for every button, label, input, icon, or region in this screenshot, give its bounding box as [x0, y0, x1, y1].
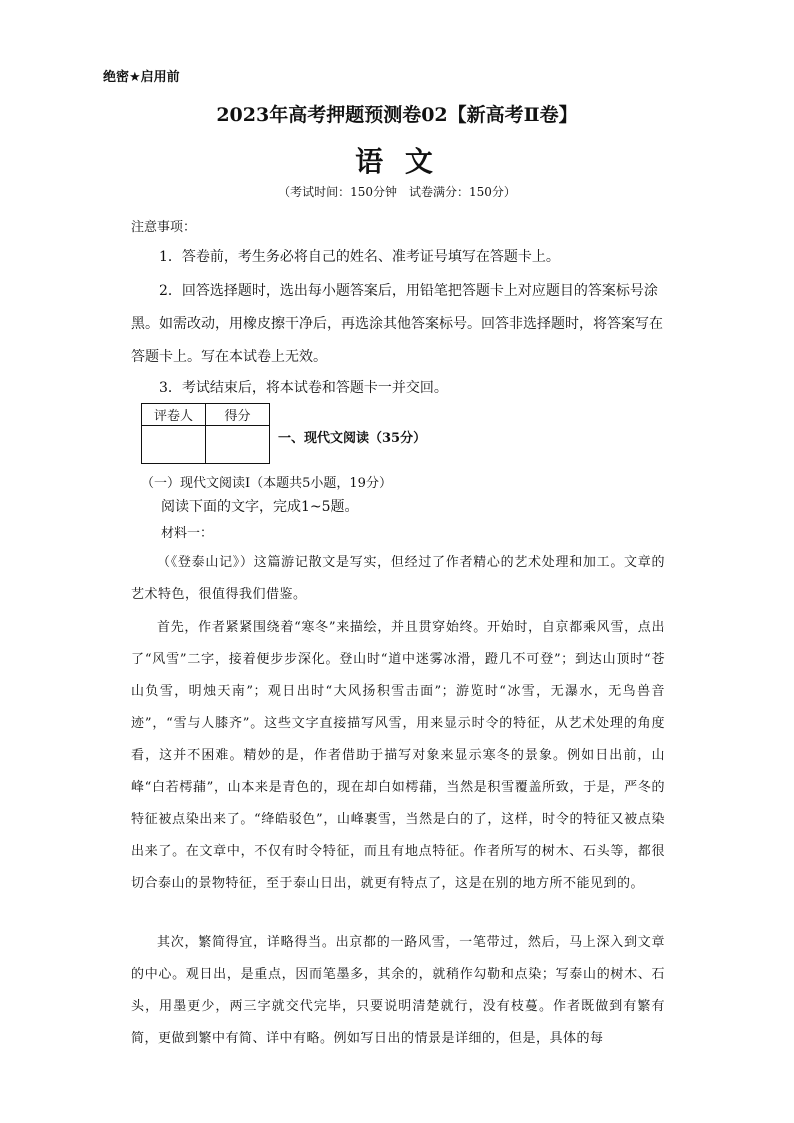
notice-item: 2．回答选择题时，选出每小题答案后，用铅笔把答题卡上对应题目的答案标号涂黑。如需改动，用橡皮擦干净后，再选涂其他答案标号。回答非选择题时，将答案写在答题卡上。写在本试卷上无效。: [131, 283, 663, 365]
score-cell: [206, 426, 270, 464]
reading-instruction: 阅读下面的文字，完成1~5题。: [161, 499, 359, 515]
score-header: 得分: [206, 404, 270, 426]
notice-title: 注意事项：: [131, 220, 197, 235]
section-heading: 一、现代文阅读（35分）: [278, 431, 427, 446]
subject-title: 语 文: [355, 145, 439, 178]
material-label: 材料一：: [161, 526, 214, 541]
score-table: [141, 403, 270, 464]
grader-cell: [142, 426, 206, 464]
confidential-mark: 绝密★启用前: [103, 70, 180, 85]
subsection-heading: （一）现代文阅读Ⅰ（本题共5小题，19分）: [141, 476, 392, 491]
notice-item: 1．答卷前，考生务必将自己的姓名、准考证号填写在答题卡上。: [159, 249, 560, 265]
passage-paragraph: 首先，作者紧紧围绕着“寒冬”来描绘，并且贯穿始终。开始时，自京都乘风雪，点出了“风雪”二字，接着便步步深化。登山时“道中迷雾冰滑，蹬几不可登”；到达山顶时“苍山负雪，明烛天南”；观日出时“大风扬积雪击面”；游览时“冰雪，无瀑水，无鸟兽音迹”，“雪与人膝齐”。这些文字直接描写风雪，用来显示时令的特征，从艺术处理的角度看，这并不困难。精妙的是，作者借助于描写对象来显示寒冬的景象。例如日出前，山峰“白若樗蒱”，山本来是青色的，现在却白如樗蒱，当然是积雪覆盖所致，于是，严冬的特征被点染出来了。“绛皓驳色”，山峰裹雪，当然是白的了，这样，时令的特征又被点染出来了。在文章中，不仅有时令特征，而且有地点特征。作者所写的树木、石头等，都很切合泰山的景物特征，至于泰山日出，就更有特点了，这是在别的地方所不能见到的。: [131, 620, 665, 891]
exam-info: （考试时间：150分钟 试卷满分：150分）: [278, 185, 516, 199]
grader-header: 评卷人: [142, 404, 206, 426]
passage-paragraph: （《登泰山记》）这篇游记散文是写实，但经过了作者精心的艺术处理和加工。文章的艺术特色，很值得我们借鉴。: [131, 555, 665, 602]
notice-item: 3．考试结束后，将本试卷和答题卡一并交回。: [159, 380, 448, 396]
passage-paragraph: 其次，繁简得宜，详略得当。出京都的一路风雪，一笔带过，然后，马上深入到文章的中心。观日出，是重点，因而笔墨多，其余的，就稍作勾勒和点染；写泰山的树木、石头，用墨更少，两三字就交代完毕，只要说明清楚就行，没有枝蔓。作者既做到有繁有简，更做到繁中有简、详中有略。例如写日出的情景是详细的，但是，具体的每: [131, 935, 665, 1046]
exam-title: 2023年高考押题预测卷02【新高考Ⅱ卷】: [216, 104, 578, 126]
